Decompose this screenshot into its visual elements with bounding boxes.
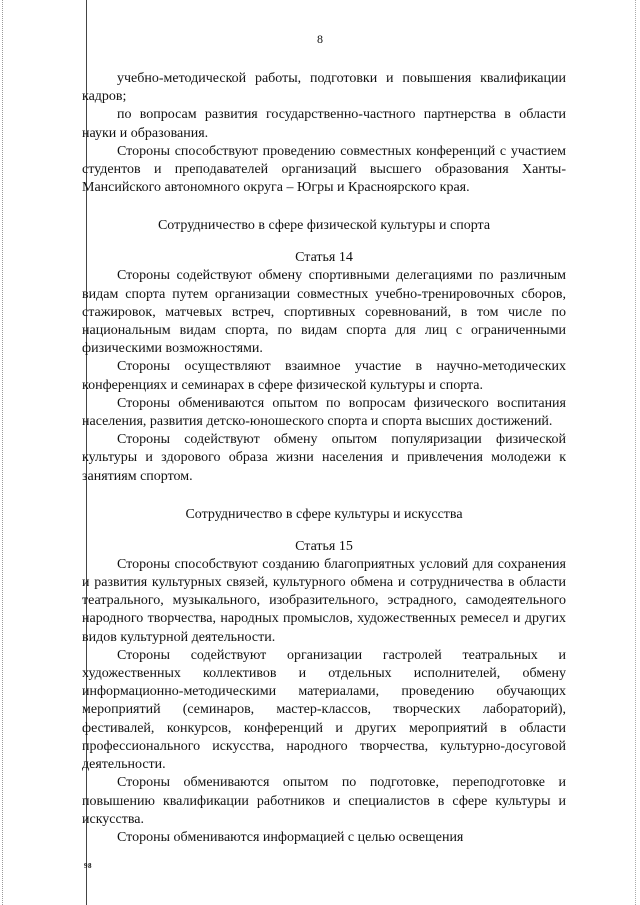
paragraph: Стороны обмениваются опытом по подготовке, переподготовке и повышению квалификации работников и специалистов в сфере культуры и искусства. xyxy=(82,775,566,827)
paragraph: Стороны содействуют организации гастролей театральных и художественных коллективов и отдельных исполнителей, обмену информационно-методическими материалами, проведению обучающих мероприятий (семинаров, мастер-классов, творческих лабораторий), фестивалей, конкурсов, конференций и других мероприятий в области профессионального искусства, народного творчества, культурно-досуговой деятельности. xyxy=(82,647,566,773)
page-number: 8 xyxy=(317,32,323,46)
scan-right-edge xyxy=(635,0,637,905)
paragraph: учебно-методической работы, подготовки и повышения квалификации кадров; xyxy=(82,71,566,105)
paragraph: Стороны способствуют созданию благоприятных условий для сохранения и развития культурных связей, культурного обмена и сотрудничества в области театрального, музыкального, изобразительного, эстрадного, самодеятельного народного творчества, народных промыслов, художественных ремесел и других видов культурной деятельности. xyxy=(82,556,566,645)
footer-mark: 98 xyxy=(84,862,92,870)
document-body xyxy=(82,70,566,847)
paragraph: Стороны содействуют обмену опытом популяризации физической культуры и здорового образа жизни населения и привлечения молодежи к занятиям спортом. xyxy=(82,432,566,484)
paragraph: Стороны способствуют проведению совместных конференций с участием студентов и преподавателей организаций высшего образования Ханты-Мансийского автономного округа – Югры и Красноярского края. xyxy=(82,143,566,196)
paragraph: Стороны осуществляют взаимное участие в научно-методических конференциях и семинарах в сфере физической культуры и спорта. xyxy=(82,359,566,393)
article-heading: Статья 14 xyxy=(295,250,353,266)
scan-left-edge xyxy=(2,0,4,905)
paragraph: Стороны содействуют обмену спортивными делегациями по различным видам спорта путем организации совместных учебно-тренировочных сборов, стажировок, матчевых встреч, спортивных соревнований, в том числе по национальным видам спорта, по видам спорта для лиц с ограниченными физическими возможностями. xyxy=(82,268,566,357)
section-heading: Сотрудничество в сфере культуры и искусства xyxy=(185,506,463,522)
section-heading: Сотрудничество в сфере физической культуры и спорта xyxy=(157,218,491,234)
paragraph: Стороны обмениваются опытом по вопросам физического воспитания населения, развития детско-юношеского спорта и спорта высших достижений. xyxy=(82,395,566,430)
article-heading: Статья 15 xyxy=(295,538,353,554)
paragraph: Стороны обмениваются информацией с целью освещения xyxy=(117,829,464,845)
paragraph: по вопросам развития государственно-частного партнерства в области науки и образования. xyxy=(82,107,566,141)
